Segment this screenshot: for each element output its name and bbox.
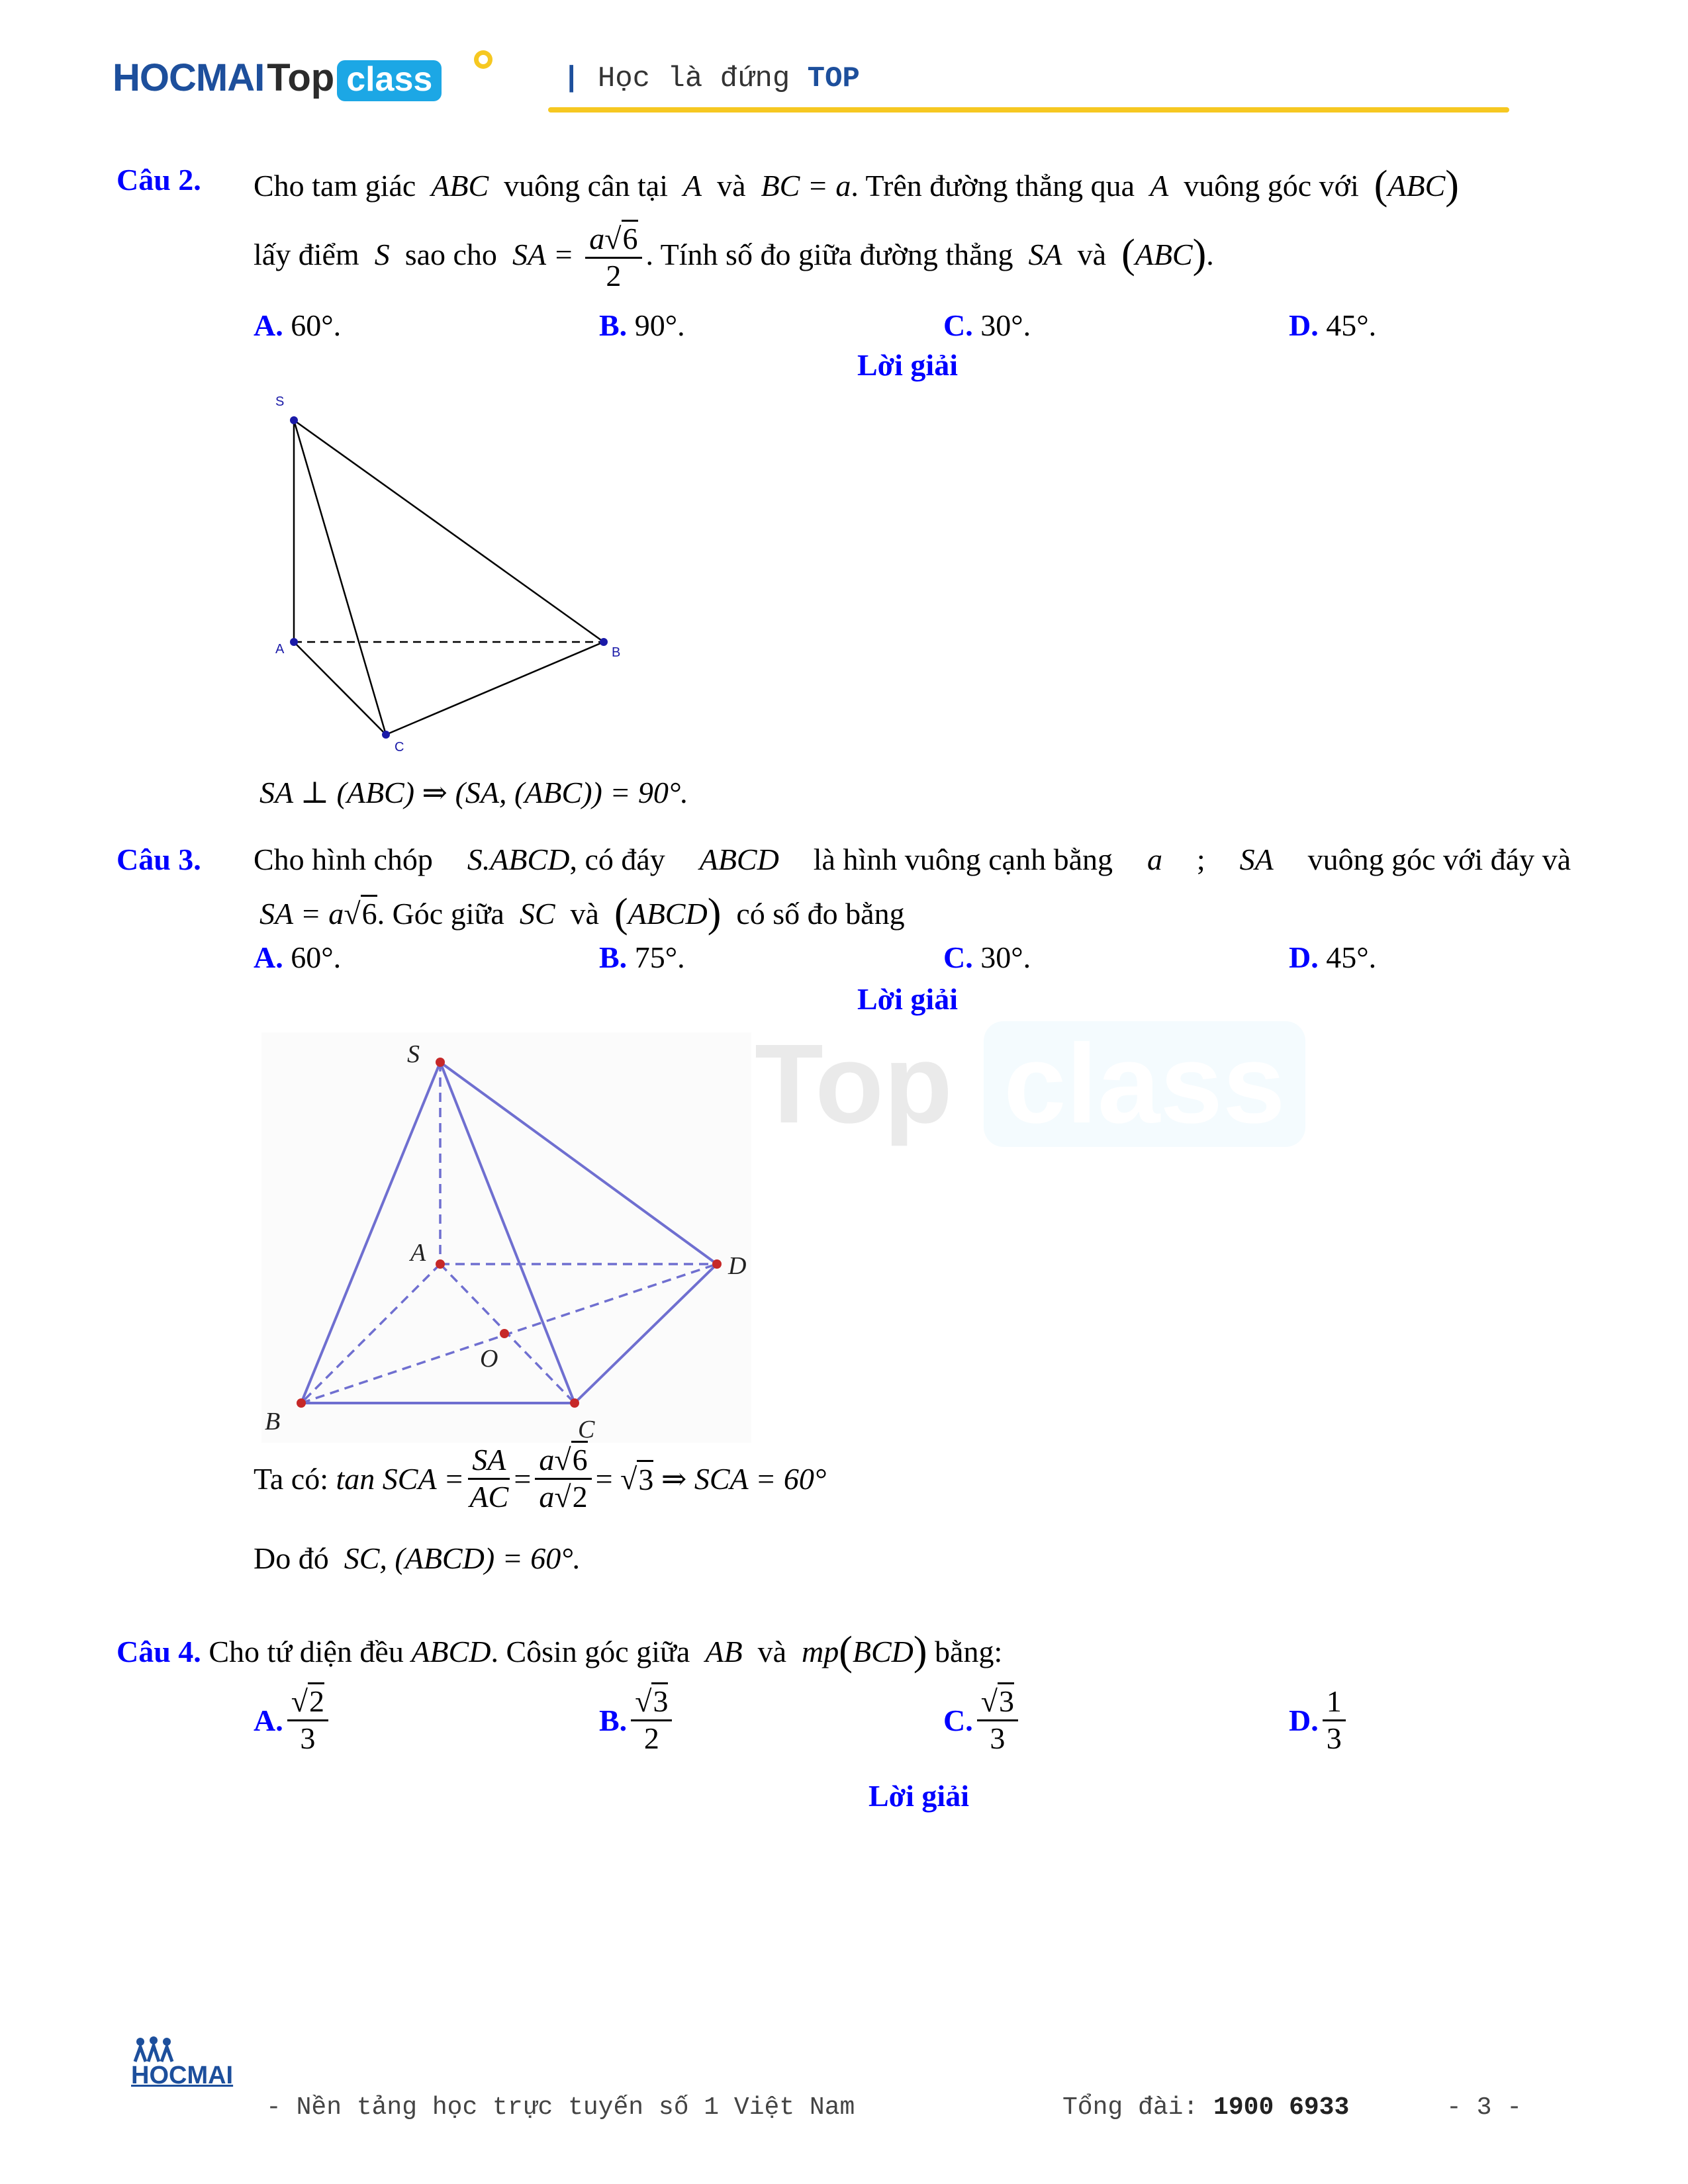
header-logo [113,56,442,100]
point-d [712,1259,722,1269]
watermark: Top [755,1019,1305,1149]
label-b: B [612,645,621,660]
pyramid-figure-q2 [265,390,635,761]
logo-top: Top [267,56,335,99]
question-text-line1: Cho tam giác ABC vuông cân tại A và BC = a. Trên đường thẳng qua A vuông góc với (ABC) [254,163,1459,208]
solution-q3-line2: Do đó SC, (ABCD) = 60°. [254,1541,581,1575]
option-c[interactable]: C. $\frac{√3}{3}$ [943,1684,1022,1756]
question-text-line2: lấy điểm S sao cho SA = $\frac{a√6}{2}$ . Tính số đo giữa đường thẳng SA và (ABC). [254,222,1214,294]
option-c[interactable]: C. 30°. [943,940,1031,974]
logo-hocmai: HOCMAI [113,56,265,99]
footer-logo: HOCMAI [131,2062,233,2090]
footer-hotline: Tổng đài: 1900 6933 [1062,2093,1350,2122]
point-c [570,1398,579,1408]
solution-title: Lời giải [857,348,958,382]
fraction: $\frac{a√6}{2}$ [585,222,641,294]
label-a: A [275,642,285,657]
point-a [290,638,298,646]
question-text-line2: SA = a√6. Góc giữa SC và (ABCD) có số đo bằng [259,891,905,936]
edge-sb [294,420,604,642]
solution-title: Lời giải [857,982,958,1016]
point-b [297,1398,306,1408]
point-a [436,1259,445,1269]
header-slogan: | Học là đứng TOP [563,62,860,95]
label-b: B [265,1408,281,1435]
question-text-line1: Cho hình chóp S.ABCD, có đáy ABCD là hình vuông cạnh bằng a ; SA vuông góc với đáy và [254,842,1571,876]
question-label: Câu 2. [117,163,201,197]
point-b [600,638,608,646]
option-b[interactable]: B. 90°. [599,308,685,342]
solution-q2: SA ⊥ (ABC) ⇒ (SA, (ABC)) = 90°. [259,776,688,809]
option-a[interactable]: A. $\frac{√2}{3}$ [254,1684,332,1756]
label-d: D [728,1252,747,1280]
header-divider [548,107,1509,113]
point-c [382,731,390,739]
hocmai-people-icon [131,2036,177,2063]
question-text: Câu 4. Cho tứ diện đều ABCD. Côsin góc giữa AB và mp(BCD) bằng: [117,1629,1003,1674]
edge-cb [386,642,604,735]
point-o [500,1329,509,1338]
option-c[interactable]: C. 30°. [943,308,1031,342]
label-o: O [480,1345,498,1373]
solution-title: Lời giải [868,1779,969,1813]
option-b[interactable]: B. 75°. [599,940,685,974]
question-label: Câu 3. [117,842,201,876]
solution-q3-line1: Ta có: tan SCA = $\frac{SA}{AC}$ = $\frac{a√6}{a√2}$ = √ 3 ⇒ SCA = 60° [254,1443,826,1515]
option-d[interactable]: D. 45°. [1289,940,1377,974]
point-s [290,416,298,424]
page-number: - 3 - [1446,2093,1523,2122]
label-c: C [578,1416,595,1443]
point-s [436,1058,445,1067]
label-c: C [395,740,404,754]
option-a[interactable]: A. 60°. [254,308,342,342]
label-s: S [275,394,285,409]
option-d[interactable]: D. 45°. [1289,308,1377,342]
label-s: S [407,1040,420,1068]
pyramid-figure-q3 [261,1032,751,1443]
option-a[interactable]: A. 60°. [254,940,342,974]
footer-tagline: - Nền tảng học trực tuyến số 1 Việt Nam [266,2093,855,2122]
option-d[interactable]: D. $\frac{1}{3}$ [1289,1684,1350,1756]
label-a: A [410,1239,426,1267]
sun-icon [470,46,496,73]
option-b[interactable]: B. $\frac{√3}{2}$ [599,1684,676,1756]
logo-class: class [337,60,442,101]
